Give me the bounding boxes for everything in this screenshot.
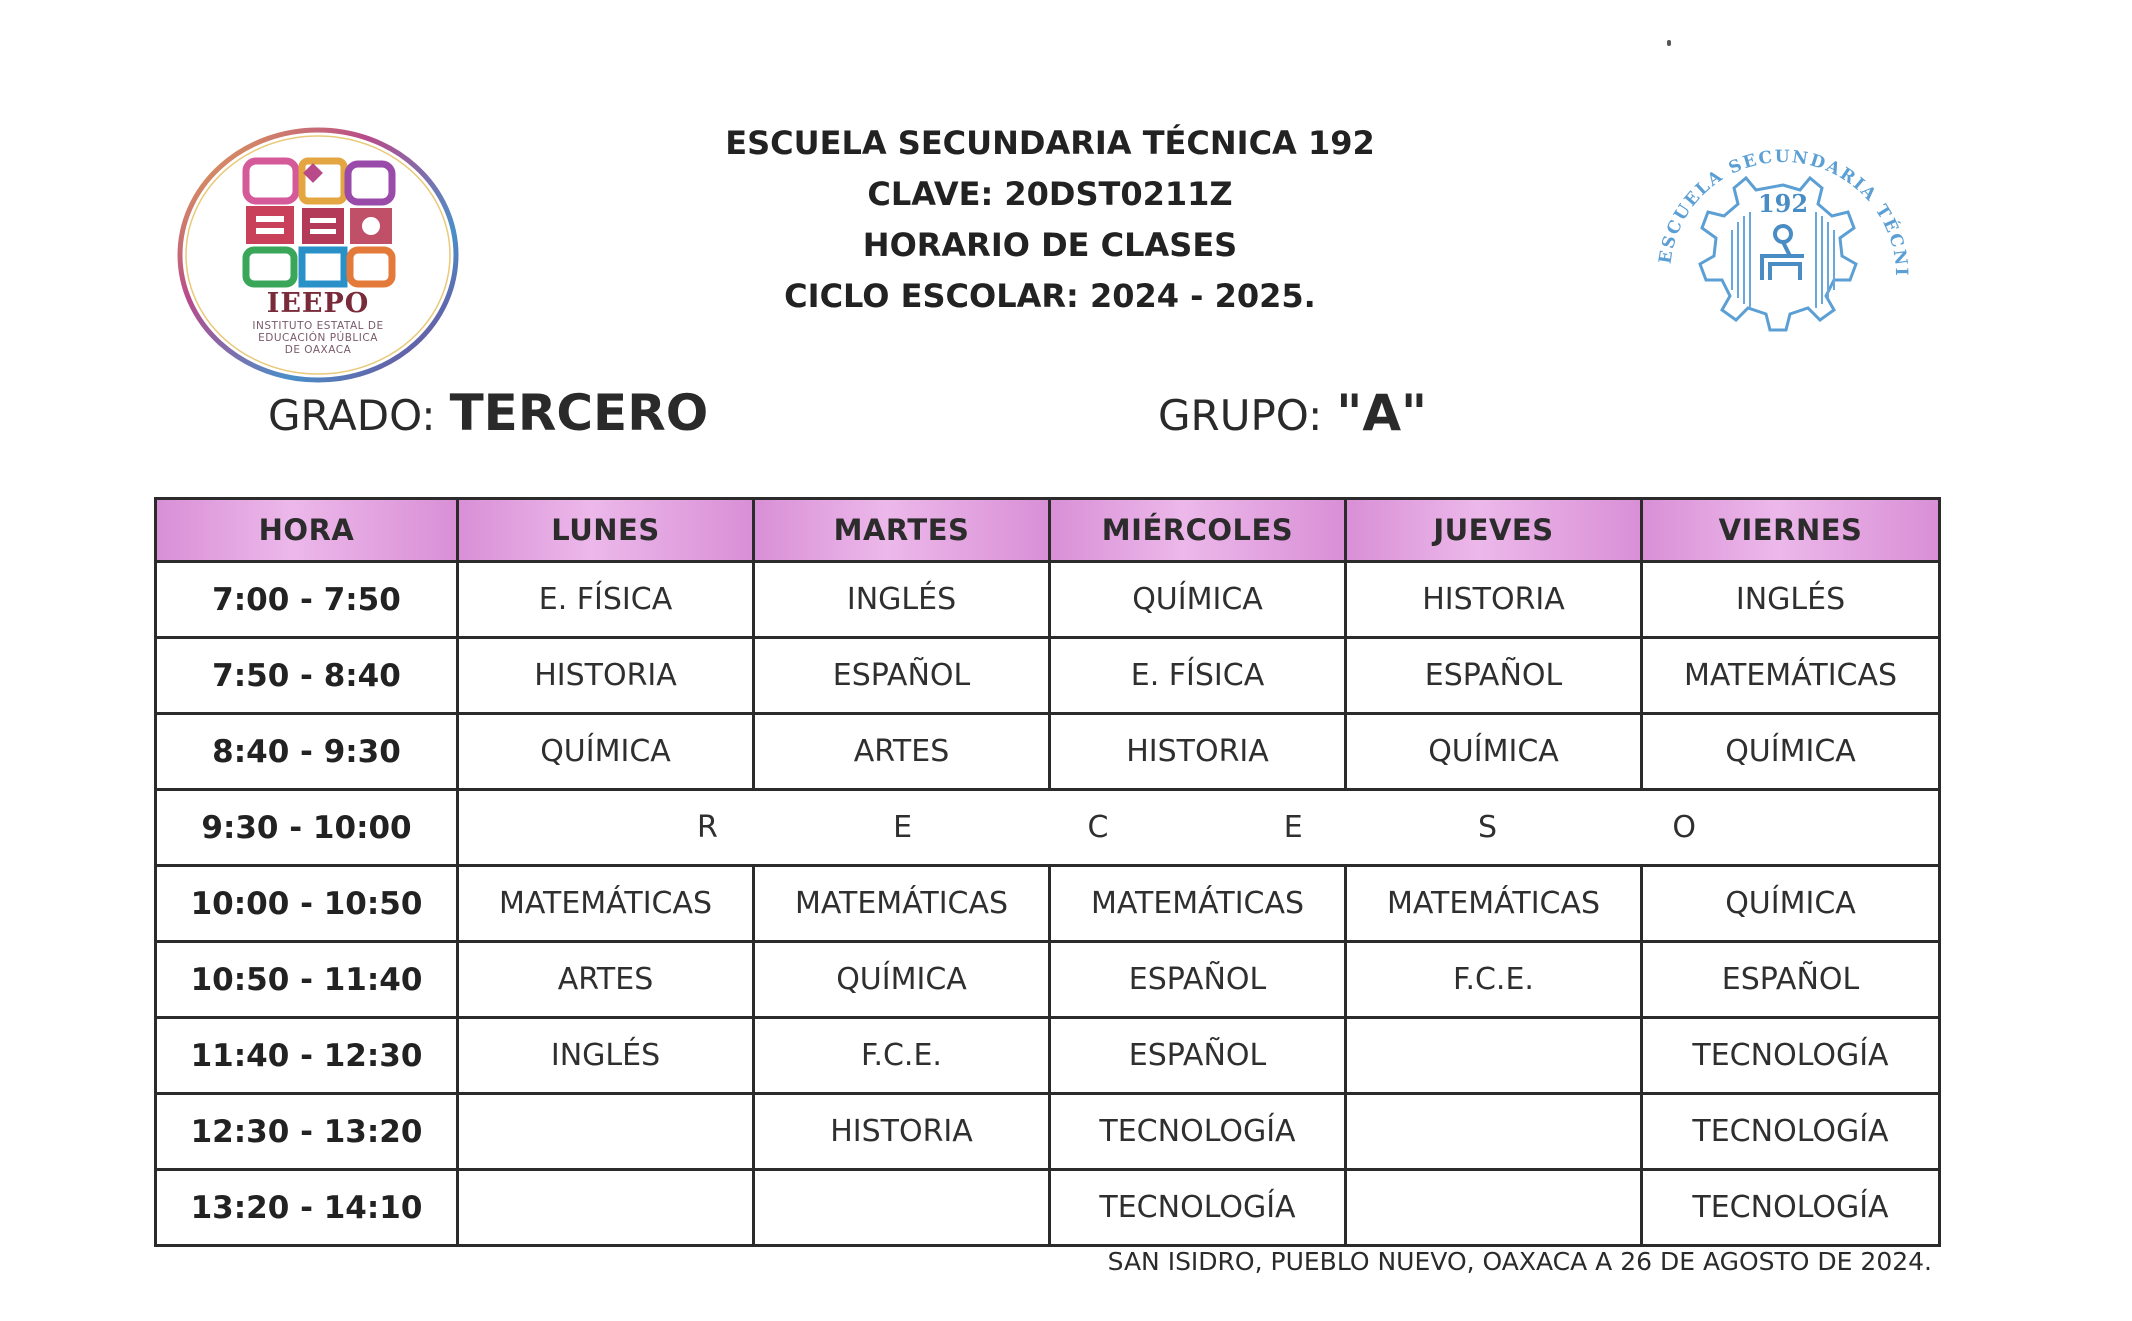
school-seal-icon — [1640, 130, 1926, 400]
school-clave: CLAVE: 20DST0211Z — [867, 175, 1233, 213]
subject-cell: TECNOLOGÍA — [1050, 1170, 1346, 1246]
table-header-row — [156, 499, 1940, 562]
subject-cell — [1346, 1170, 1642, 1246]
table-row — [156, 1170, 1940, 1246]
subject-cell: TECNOLOGÍA — [1050, 1094, 1346, 1170]
subject-cell: ESPAÑOL — [1642, 942, 1940, 1018]
grado-label: GRADO: — [268, 391, 436, 440]
school-name: ESCUELA SECUNDARIA TÉCNICA 192 — [725, 124, 1375, 162]
subject-cell: TECNOLOGÍA — [1642, 1018, 1940, 1094]
subject-cell — [1346, 1094, 1642, 1170]
time-cell: 12:30 - 13:20 — [156, 1094, 458, 1170]
subject-cell: MATEMÁTICAS — [754, 866, 1050, 942]
subject-cell: ESPAÑOL — [1050, 1018, 1346, 1094]
grupo-label: GRUPO: — [1158, 391, 1323, 440]
subject-cell — [1346, 1018, 1642, 1094]
receso-cell — [458, 790, 1940, 866]
time-cell: 10:50 - 11:40 — [156, 942, 458, 1018]
subject-cell: INGLÉS — [1642, 562, 1940, 638]
subject-cell: INGLÉS — [458, 1018, 754, 1094]
subject-cell: MATEMÁTICAS — [1642, 638, 1940, 714]
time-cell: 10:00 - 10:50 — [156, 866, 458, 942]
subject-cell: HISTORIA — [458, 638, 754, 714]
subject-cell: QUÍMICA — [458, 714, 754, 790]
time-cell: 9:30 - 10:00 — [156, 790, 458, 866]
time-cell: 7:50 - 8:40 — [156, 638, 458, 714]
subject-cell: QUÍMICA — [1642, 866, 1940, 942]
subject-cell: QUÍMICA — [1642, 714, 1940, 790]
table-row — [156, 638, 1940, 714]
seal-number: 192 — [1757, 189, 1809, 218]
column-header-hora: HORA — [156, 499, 458, 562]
subject-cell: ARTES — [458, 942, 754, 1018]
subject-cell: QUÍMICA — [1346, 714, 1642, 790]
grupo-field — [1158, 384, 1427, 442]
schedule-table — [154, 497, 1941, 1247]
school-seal-graphic — [1640, 130, 1926, 400]
time-cell: 7:00 - 7:50 — [156, 562, 458, 638]
table-row — [156, 866, 1940, 942]
receso-letter: O — [1672, 810, 1696, 845]
table-row — [156, 1018, 1940, 1094]
column-header-viernes: VIERNES — [1642, 499, 1940, 562]
subject-cell: MATEMÁTICAS — [1050, 866, 1346, 942]
table-row — [156, 1094, 1940, 1170]
ieepo-logo-icon — [176, 126, 460, 384]
subject-cell: ESPAÑOL — [1050, 942, 1346, 1018]
receso-letter: E — [1283, 810, 1303, 845]
grupo-value: "A" — [1336, 384, 1428, 442]
table-row — [156, 562, 1940, 638]
receso-letter: R — [697, 810, 718, 845]
subject-cell: ARTES — [754, 714, 1050, 790]
subject-cell — [754, 1170, 1050, 1246]
receso-letter: E — [893, 810, 913, 845]
column-header-miercoles: MIÉRCOLES — [1050, 499, 1346, 562]
subject-cell: TECNOLOGÍA — [1642, 1094, 1940, 1170]
subject-cell: ESPAÑOL — [1346, 638, 1642, 714]
subject-cell: QUÍMICA — [1050, 562, 1346, 638]
subject-cell: E. FÍSICA — [458, 562, 754, 638]
subject-cell: TECNOLOGÍA — [1642, 1170, 1940, 1246]
subject-cell — [458, 1170, 754, 1246]
receso-letter: C — [1087, 810, 1109, 845]
subject-cell: HISTORIA — [1050, 714, 1346, 790]
subject-cell: MATEMÁTICAS — [458, 866, 754, 942]
document-footer: SAN ISIDRO, PUEBLO NUEVO, OAXACA A 26 DE AGOSTO DE 2024. — [1107, 1247, 1932, 1276]
grado-field — [268, 384, 708, 442]
time-cell: 13:20 - 14:10 — [156, 1170, 458, 1246]
column-header-jueves: JUEVES — [1346, 499, 1642, 562]
receso-letters — [459, 810, 1938, 845]
scan-speck — [1667, 40, 1671, 46]
column-header-martes: MARTES — [754, 499, 1050, 562]
subject-cell — [458, 1094, 754, 1170]
seal-ring-text: ESCUELA SECUNDARIA TÉCNI — [1655, 146, 1912, 278]
subject-cell: E. FÍSICA — [1050, 638, 1346, 714]
receso-letter: S — [1478, 810, 1498, 845]
subject-cell: INGLÉS — [754, 562, 1050, 638]
grado-value: TERCERO — [449, 384, 709, 442]
document-title: HORARIO DE CLASES — [862, 226, 1238, 264]
document-header — [600, 118, 1500, 322]
subject-cell: F.C.E. — [754, 1018, 1050, 1094]
subject-cell: QUÍMICA — [754, 942, 1050, 1018]
column-header-lunes: LUNES — [458, 499, 754, 562]
table-row — [156, 714, 1940, 790]
ieepo-name: IEEPO — [266, 288, 370, 319]
subject-cell: HISTORIA — [1346, 562, 1642, 638]
table-row-receso — [156, 790, 1940, 866]
ieepo-subtitle-line: EDUCACIÓN PÚBLICA — [258, 332, 378, 344]
time-cell: 8:40 - 9:30 — [156, 714, 458, 790]
table-row — [156, 942, 1940, 1018]
ieepo-subtitle-line: DE OAXACA — [284, 344, 352, 356]
subject-cell: ESPAÑOL — [754, 638, 1050, 714]
subject-cell: F.C.E. — [1346, 942, 1642, 1018]
school-cycle: CICLO ESCOLAR: 2024 - 2025. — [784, 277, 1316, 315]
ieepo-subtitle-line: INSTITUTO ESTATAL DE — [252, 320, 384, 332]
subject-cell: MATEMÁTICAS — [1346, 866, 1642, 942]
time-cell: 11:40 - 12:30 — [156, 1018, 458, 1094]
subject-cell: HISTORIA — [754, 1094, 1050, 1170]
